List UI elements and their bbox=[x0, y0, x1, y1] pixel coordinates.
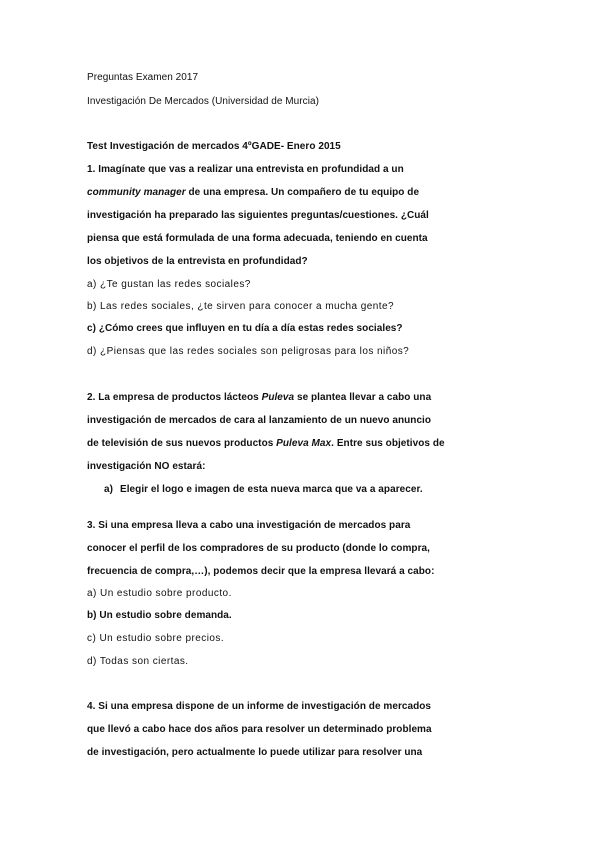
question-3-line: 3. Si una empresa lleva a cabo una investigación de mercados para bbox=[87, 520, 411, 531]
document-header-subtitle: Investigación De Mercados (Universidad de Murcia) bbox=[87, 96, 319, 107]
question-2-option-a: Elegir el logo e imagen de esta nueva marca que va a aparecer. bbox=[120, 484, 423, 495]
question-1-option-a: a) ¿Te gustan las redes sociales? bbox=[87, 279, 251, 290]
question-1-line bbox=[87, 186, 419, 199]
question-2-option-marker: a) bbox=[104, 484, 113, 495]
question-4-line: que llevó a cabo hace dos años para resolver un determinado problema bbox=[87, 724, 432, 735]
question-3-option-b: b) Un estudio sobre demanda. bbox=[87, 610, 232, 621]
question-2-line: investigación de mercados de cara al lanzamiento de un nuevo anuncio bbox=[87, 415, 432, 426]
question-4-line: de investigación, pero actualmente lo puede utilizar para resolver una bbox=[87, 747, 423, 758]
question-2-line bbox=[87, 437, 445, 450]
question-3-option-d: d) Todas son ciertas. bbox=[87, 656, 189, 667]
question-4-line: 4. Si una empresa dispone de un informe de investigación de mercados bbox=[87, 701, 432, 712]
question-1-line: 1. Imagínate que vas a realizar una entrevista en profundidad a un bbox=[87, 164, 404, 175]
question-2-italic-brand: Puleva bbox=[261, 392, 295, 403]
question-1-text: de una empresa. Un compañero de tu equipo de bbox=[185, 187, 420, 198]
question-3-line: frecuencia de compra,…), podemos decir que la empresa llevará a cabo: bbox=[87, 566, 435, 577]
question-2-italic-product: Puleva Max bbox=[276, 438, 332, 449]
question-1-line: investigación ha preparado las siguientes preguntas/cuestiones. ¿Cuál bbox=[87, 210, 429, 221]
question-2-text: de televisión de sus nuevos productos bbox=[87, 438, 277, 449]
question-2-text: 2. La empresa de productos lácteos bbox=[87, 392, 262, 403]
test-title: Test Investigación de mercados 4ºGADE- Enero 2015 bbox=[87, 141, 341, 152]
question-3-option-a: a) Un estudio sobre producto. bbox=[87, 588, 232, 599]
question-2-text: se plantea llevar a cabo una bbox=[294, 392, 432, 403]
question-2-line: investigación NO estará: bbox=[87, 461, 206, 472]
question-1-line: piensa que está formulada de una forma adecuada, teniendo en cuenta bbox=[87, 233, 428, 244]
question-3-option-c: c) Un estudio sobre precios. bbox=[87, 633, 225, 644]
question-1-italic-term: community manager bbox=[87, 187, 186, 198]
question-1-option-b: b) Las redes sociales, ¿te sirven para conocer a mucha gente? bbox=[87, 301, 395, 312]
question-3-line: conocer el perfil de los compradores de su producto (donde lo compra, bbox=[87, 543, 430, 554]
question-1-option-c: c) ¿Cómo crees que influyen en tu día a día estas redes sociales? bbox=[87, 323, 403, 334]
document-header-title: Preguntas Examen 2017 bbox=[87, 72, 199, 83]
question-2-line bbox=[87, 391, 431, 404]
question-1-option-d: d) ¿Piensas que las redes sociales son peligrosas para los niños? bbox=[87, 346, 410, 357]
question-1-line: los objetivos de la entrevista en profundidad? bbox=[87, 256, 308, 267]
question-2-text: . Entre sus objetivos de bbox=[331, 438, 445, 449]
